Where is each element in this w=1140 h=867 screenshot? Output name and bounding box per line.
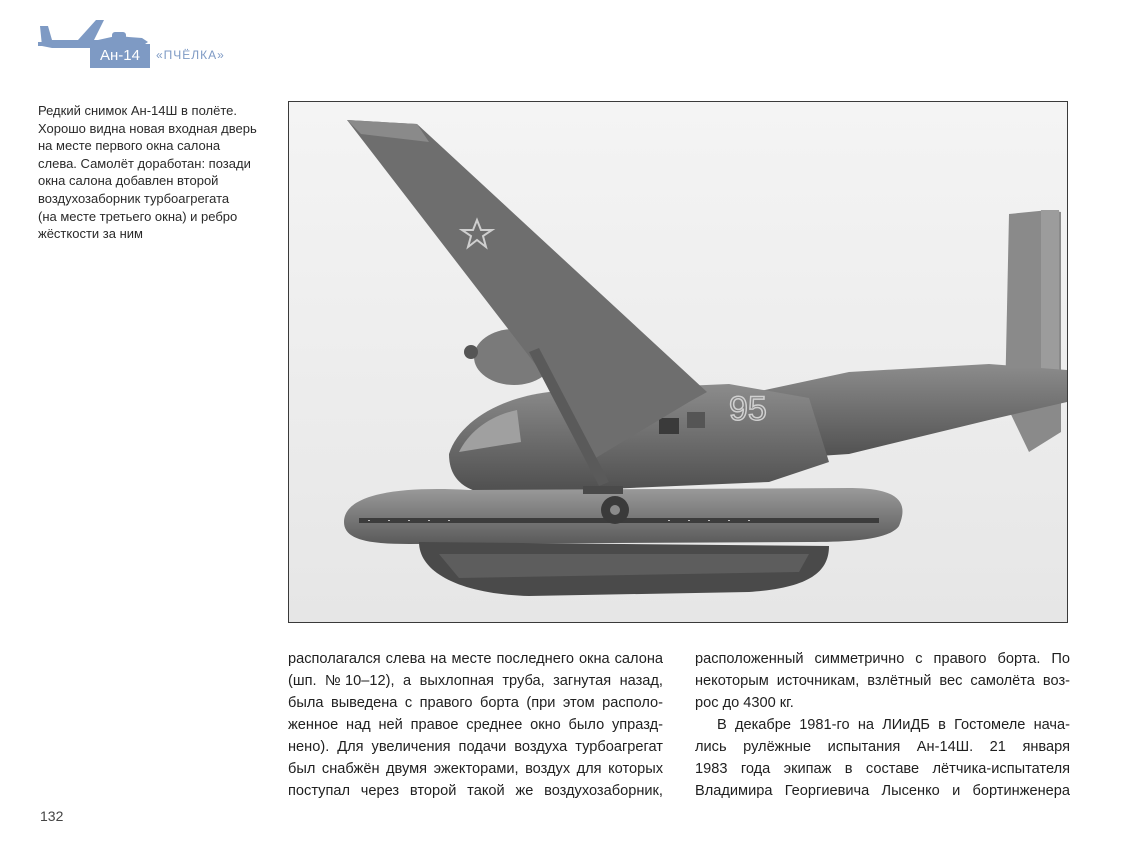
text-line: 1983 года экипаж в составе лётчика-испытателя xyxy=(695,761,1070,777)
text-line: лись рулёжные испытания Ан-14Ш. 21 января xyxy=(695,739,1070,755)
text-line: Владимира Георгиевича Лысенко и бортинженера xyxy=(695,783,1070,799)
aircraft-badge: Ан-14 xyxy=(90,44,150,68)
text-line: нено). Для увеличения подачи воздуха турбоагрегат xyxy=(288,739,663,755)
caption-line: Хорошо видна новая входная дверь xyxy=(38,120,257,136)
text-line: расположенный симметрично с правого борта. По xyxy=(695,651,1070,667)
text-line: женное над ней правое среднее окно было упразд- xyxy=(288,717,663,733)
text-line: рос до 4300 кг. xyxy=(695,695,794,711)
text-line: некоторым источникам, взлётный вес самолёта воз- xyxy=(695,673,1070,689)
caption-line: слева. Самолёт доработан: позади xyxy=(38,155,251,171)
text-line: была выведена с правого борта (при этом располо- xyxy=(288,695,663,711)
text-line: В декабре 1981-го на ЛИиДБ в Гостомеле нача- xyxy=(717,717,1070,733)
page-number: 132 xyxy=(40,808,64,824)
chapter-subtitle: «ПЧЁЛКА» xyxy=(156,48,225,62)
caption-line: (на месте третьего окна) и ребро xyxy=(38,208,238,224)
caption-line: окна салона добавлен второй xyxy=(38,173,219,189)
text-line: был снабжён двумя эжекторами, воздух для которых xyxy=(288,761,663,777)
caption-line: жёсткости за ним xyxy=(38,226,143,242)
caption-line: воздухозаборник турбоагрегата xyxy=(38,190,230,206)
text-line: (шп. №10–12), а выхлопная труба, загнутая назад, xyxy=(288,673,663,689)
caption-line: на месте первого окна салона xyxy=(38,138,221,154)
aircraft-photo-drawing xyxy=(289,102,1067,622)
text-line: располагался слева на месте последнего окна салона xyxy=(288,651,663,667)
body-column-right xyxy=(695,648,1070,802)
body-column-left xyxy=(288,648,663,802)
text-line: поступал через второй такой же воздухозаборник, xyxy=(288,783,663,799)
chapter-header xyxy=(38,18,258,70)
aircraft-photo xyxy=(288,101,1068,623)
tail-number: 95 xyxy=(729,390,767,428)
photo-caption xyxy=(38,102,260,243)
caption-line: Редкий снимок Ан-14Ш в полёте. xyxy=(38,103,237,118)
